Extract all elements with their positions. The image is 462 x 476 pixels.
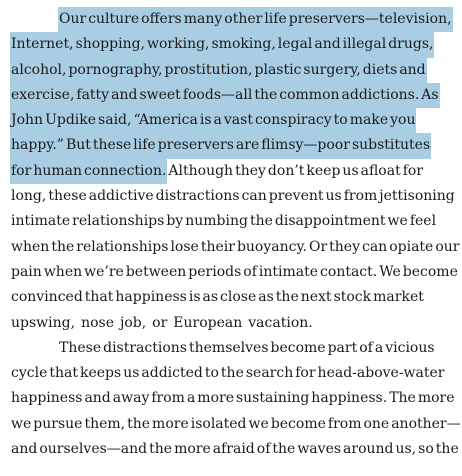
word: more <box>197 390 234 407</box>
text-line <box>10 412 461 437</box>
word: legal <box>277 32 314 57</box>
word: relationships <box>76 238 169 255</box>
word: or <box>152 314 168 331</box>
word: We <box>379 263 401 280</box>
word: flimsy—poor <box>260 133 351 158</box>
word: as <box>258 289 274 306</box>
word: prevent <box>268 188 324 205</box>
text-line <box>10 235 460 260</box>
word: don’t <box>267 162 305 179</box>
word: isolated <box>190 415 247 432</box>
word: prostitution, <box>163 58 253 83</box>
word: the <box>275 289 299 306</box>
word: next <box>300 289 332 306</box>
word: we <box>11 415 32 432</box>
word: to <box>204 365 219 382</box>
word: of <box>243 263 257 280</box>
highlighted-word: human <box>32 159 83 184</box>
highlighted-word: for <box>10 159 32 184</box>
word: vicious <box>385 339 435 356</box>
word: buoyancy. <box>236 238 307 255</box>
word: more <box>417 390 455 407</box>
word: happiness <box>115 289 187 306</box>
word: many <box>183 7 224 32</box>
word: foods—all <box>182 83 254 108</box>
word: become <box>270 339 326 356</box>
word: pain <box>11 263 42 280</box>
word: substitutes <box>351 133 431 158</box>
word: stock <box>333 289 372 306</box>
word: make <box>349 108 389 133</box>
word: the <box>149 441 173 458</box>
word: to <box>333 108 349 133</box>
word: intimate <box>258 263 319 280</box>
paragraph-2 <box>10 336 461 462</box>
word: is <box>199 108 213 133</box>
word: more <box>174 441 211 458</box>
paragraph-1 <box>10 7 460 336</box>
word: and <box>110 83 138 108</box>
word: conspiracy <box>254 108 333 133</box>
word: upswing, <box>11 314 76 331</box>
word: plastic <box>254 58 303 83</box>
word: shopping, <box>75 32 146 57</box>
word: intimate <box>11 213 71 230</box>
word: head-above-water <box>317 365 445 382</box>
word: culture <box>87 7 140 32</box>
word: sustaining <box>235 390 310 407</box>
text-line <box>10 311 412 336</box>
word: close <box>220 289 257 306</box>
word: job, <box>119 314 147 331</box>
word: convinced <box>11 289 83 306</box>
word: away <box>112 390 150 407</box>
word: you <box>389 108 416 133</box>
word: fatty <box>75 83 110 108</box>
word: one <box>363 415 390 432</box>
word: jettisoning <box>379 188 455 205</box>
word: lose <box>170 238 199 255</box>
word: the <box>127 415 151 432</box>
document-page <box>10 7 461 462</box>
word: vacation. <box>248 314 313 331</box>
highlighted-line <box>10 133 431 158</box>
word: Although <box>168 162 234 179</box>
word: Our <box>58 7 87 32</box>
word: sweet <box>138 83 181 108</box>
word: As <box>420 83 439 108</box>
text-line <box>10 184 455 209</box>
word: them, <box>84 415 126 432</box>
word: can <box>241 188 267 205</box>
word: our <box>435 238 460 255</box>
word: addictive <box>88 188 154 205</box>
word: that <box>84 289 114 306</box>
word: and <box>398 58 426 83</box>
word: and <box>11 441 38 458</box>
word: keeps <box>79 365 122 382</box>
word: we <box>248 415 269 432</box>
word: we <box>387 213 408 230</box>
word: smoking, <box>211 32 277 57</box>
word: alcohol, <box>10 58 67 83</box>
highlighted-word: connection. <box>83 159 167 184</box>
word: from <box>151 390 185 407</box>
word: surgery, <box>302 58 361 83</box>
word: become <box>270 415 326 432</box>
word: are <box>235 133 260 158</box>
word: “America <box>132 108 198 133</box>
word: working, <box>146 32 211 57</box>
word: long, <box>11 188 47 205</box>
text-line <box>10 209 437 234</box>
word: from <box>343 188 378 205</box>
text-line-mixed <box>10 159 424 184</box>
word: life <box>132 133 156 158</box>
word: these <box>48 188 87 205</box>
text-line <box>10 336 435 361</box>
word: common <box>278 83 340 108</box>
word: the <box>272 441 296 458</box>
word: vast <box>223 108 254 133</box>
text-line <box>10 260 458 285</box>
highlighted-line <box>10 58 426 83</box>
word: a <box>213 108 223 133</box>
word: pursue <box>33 415 83 432</box>
text-line <box>10 437 459 462</box>
word: us <box>325 188 342 205</box>
word: is <box>188 289 201 306</box>
word: waves <box>297 441 342 458</box>
word: addictions. <box>341 83 421 108</box>
word: afloat <box>360 162 401 179</box>
word: Internet, <box>10 32 75 57</box>
word: these <box>92 133 132 158</box>
text-line <box>10 285 424 310</box>
word: drugs, <box>387 32 434 57</box>
word: keep <box>306 162 341 179</box>
word: other <box>223 7 263 32</box>
word: the <box>249 213 273 230</box>
word: illegal <box>342 32 388 57</box>
highlighted-line <box>10 83 439 108</box>
word: more <box>152 415 189 432</box>
word: addicted <box>141 365 203 382</box>
word: distractions <box>155 188 240 205</box>
word: opiate <box>389 238 434 255</box>
word: the <box>220 365 244 382</box>
word: These <box>59 339 102 356</box>
word: life <box>263 7 287 32</box>
word: offers <box>140 7 183 32</box>
word: diets <box>362 58 399 83</box>
word: happiness. <box>311 390 388 407</box>
word: can <box>361 238 388 255</box>
word: distractions <box>103 339 187 356</box>
word: when <box>11 238 50 255</box>
word: European <box>173 314 243 331</box>
word: around <box>343 441 394 458</box>
word: contact. <box>320 263 378 280</box>
word: preservers <box>157 133 235 158</box>
text-line <box>10 361 445 386</box>
word: The <box>389 390 416 407</box>
word: market <box>373 289 424 306</box>
highlighted-line <box>10 32 434 57</box>
word: happy.” <box>10 133 65 158</box>
word: themselves <box>188 339 269 356</box>
word: by <box>166 213 184 230</box>
word: part <box>327 339 358 356</box>
word: a <box>374 339 384 356</box>
word: nose <box>81 314 114 331</box>
word: another— <box>391 415 461 432</box>
word: become <box>402 263 458 280</box>
word: and <box>84 390 111 407</box>
word: the <box>51 238 75 255</box>
word: us <box>342 162 359 179</box>
word: Updike <box>44 108 97 133</box>
word: as <box>202 289 219 306</box>
word: Or <box>308 238 328 255</box>
word: a <box>186 390 196 407</box>
word: for <box>295 365 316 382</box>
word: that <box>49 365 78 382</box>
word: said, <box>97 108 132 133</box>
word: John <box>10 108 44 133</box>
highlighted-line <box>10 7 452 32</box>
word: cycle <box>11 365 48 382</box>
word: search <box>245 365 294 382</box>
text-line <box>10 386 455 411</box>
word: of <box>256 441 271 458</box>
word: periods <box>188 263 242 280</box>
word: when <box>43 263 83 280</box>
word: their <box>200 238 235 255</box>
word: preservers—television, <box>288 7 453 32</box>
word: relationships <box>72 213 165 230</box>
word: and <box>313 32 341 57</box>
word: happiness <box>11 390 83 407</box>
word: But <box>65 133 92 158</box>
word: they <box>235 162 266 179</box>
word: exercise, <box>10 83 75 108</box>
word: they <box>329 238 360 255</box>
word: ourselves—and <box>39 441 148 458</box>
word: we’re <box>84 263 124 280</box>
highlighted-line <box>10 108 416 133</box>
word: disappointment <box>274 213 386 230</box>
word: so <box>418 441 434 458</box>
word: afraid <box>212 441 255 458</box>
word: of <box>359 339 373 356</box>
word: the <box>253 83 278 108</box>
word: the <box>435 441 459 458</box>
word: feel <box>409 213 437 230</box>
word: us, <box>395 441 417 458</box>
word: between <box>125 263 187 280</box>
word: us <box>123 365 140 382</box>
word: numbing <box>185 213 248 230</box>
word: pornography, <box>67 58 163 83</box>
word: for <box>402 162 424 179</box>
word: from <box>327 415 362 432</box>
